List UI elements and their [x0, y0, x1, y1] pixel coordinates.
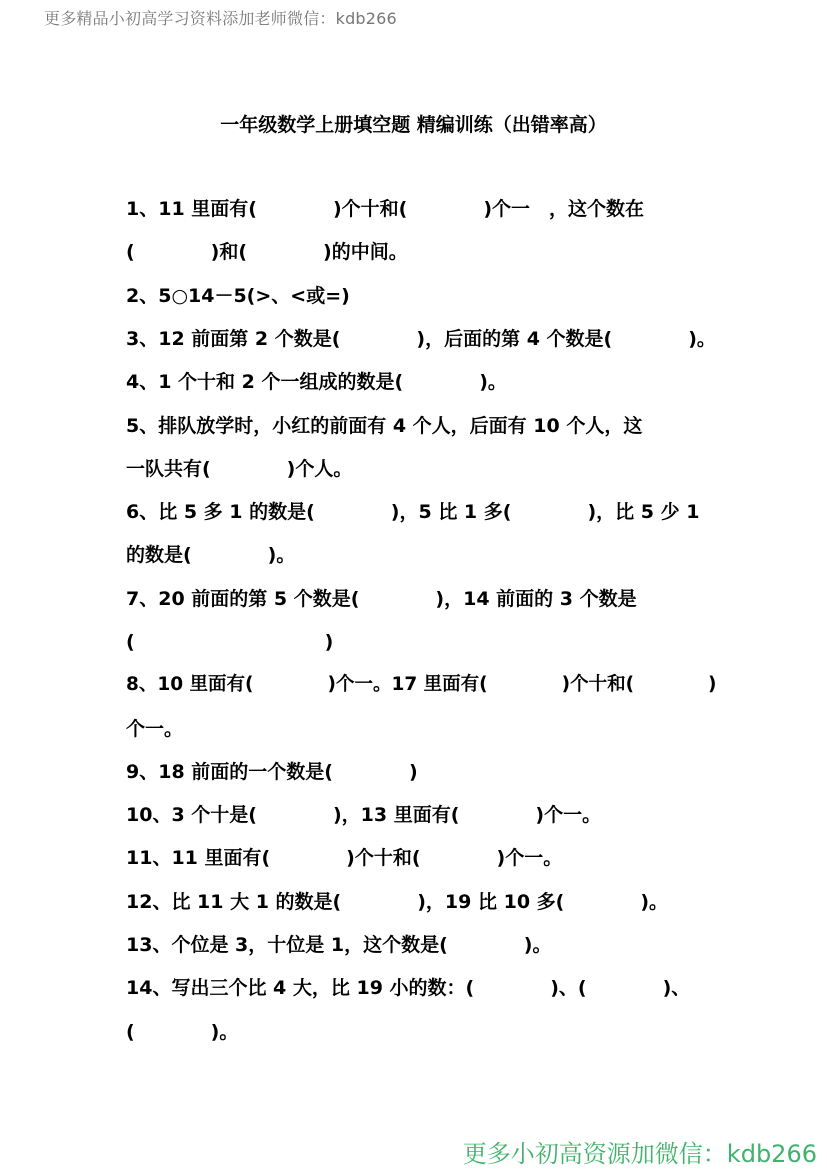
question-7-line-1: 7、20 前面的第 5 个数是( )，14 前面的 3 个数是: [126, 588, 637, 610]
question-12: 12、比 11 大 1 的数是( )，19 比 10 多( )。: [126, 891, 669, 913]
header-watermark: 更多精品小初高学习资料添加老师微信：kdb266: [44, 9, 397, 28]
question-7-line-2: ( ): [126, 631, 334, 653]
question-14-line-2: ( )。: [126, 1021, 239, 1043]
question-11: 11、11 里面有( )个十和( )个一。: [126, 847, 563, 869]
question-6-line-1: 6、比 5 多 1 的数是( )，5 比 1 多( )，比 5 少 1: [126, 501, 700, 523]
question-9: 9、18 前面的一个数是( ): [126, 761, 418, 783]
page-title: 一年级数学上册填空题 精编训练（出错率高）: [220, 114, 607, 136]
question-4: 4、1 个十和 2 个一组成的数是( )。: [126, 371, 507, 393]
question-5-line-2: 一队共有( )个人。: [126, 458, 353, 480]
question-8-line-1: 8、10 里面有( )个一。17 里面有( )个十和( ): [126, 674, 717, 695]
question-13: 13、个位是 3，十位是 1，这个数是( )。: [126, 934, 552, 956]
question-5-line-1: 5、排队放学时，小红的前面有 4 个人，后面有 10 个人，这: [126, 415, 643, 437]
question-2: 2、5○14－5(>、<或=): [126, 285, 350, 307]
question-1-line-1: 1、11 里面有( )个十和( )个一 ，这个数在: [126, 198, 645, 220]
footer-watermark: 更多小初高资源加微信：kdb266: [462, 1140, 817, 1168]
question-6-line-2: 的数是( )。: [126, 544, 296, 566]
question-14-line-1: 14、写出三个比 4 大，比 19 小的数：( )、( )、: [126, 977, 691, 999]
question-8-line-2: 个一。: [126, 718, 184, 740]
question-10: 10、3 个十是( )，13 里面有( )个一。: [126, 804, 602, 826]
question-3: 3、12 前面第 2 个数是( )，后面的第 4 个数是( )。: [126, 328, 716, 350]
question-1-line-2: ( )和( )的中间。: [126, 241, 408, 263]
